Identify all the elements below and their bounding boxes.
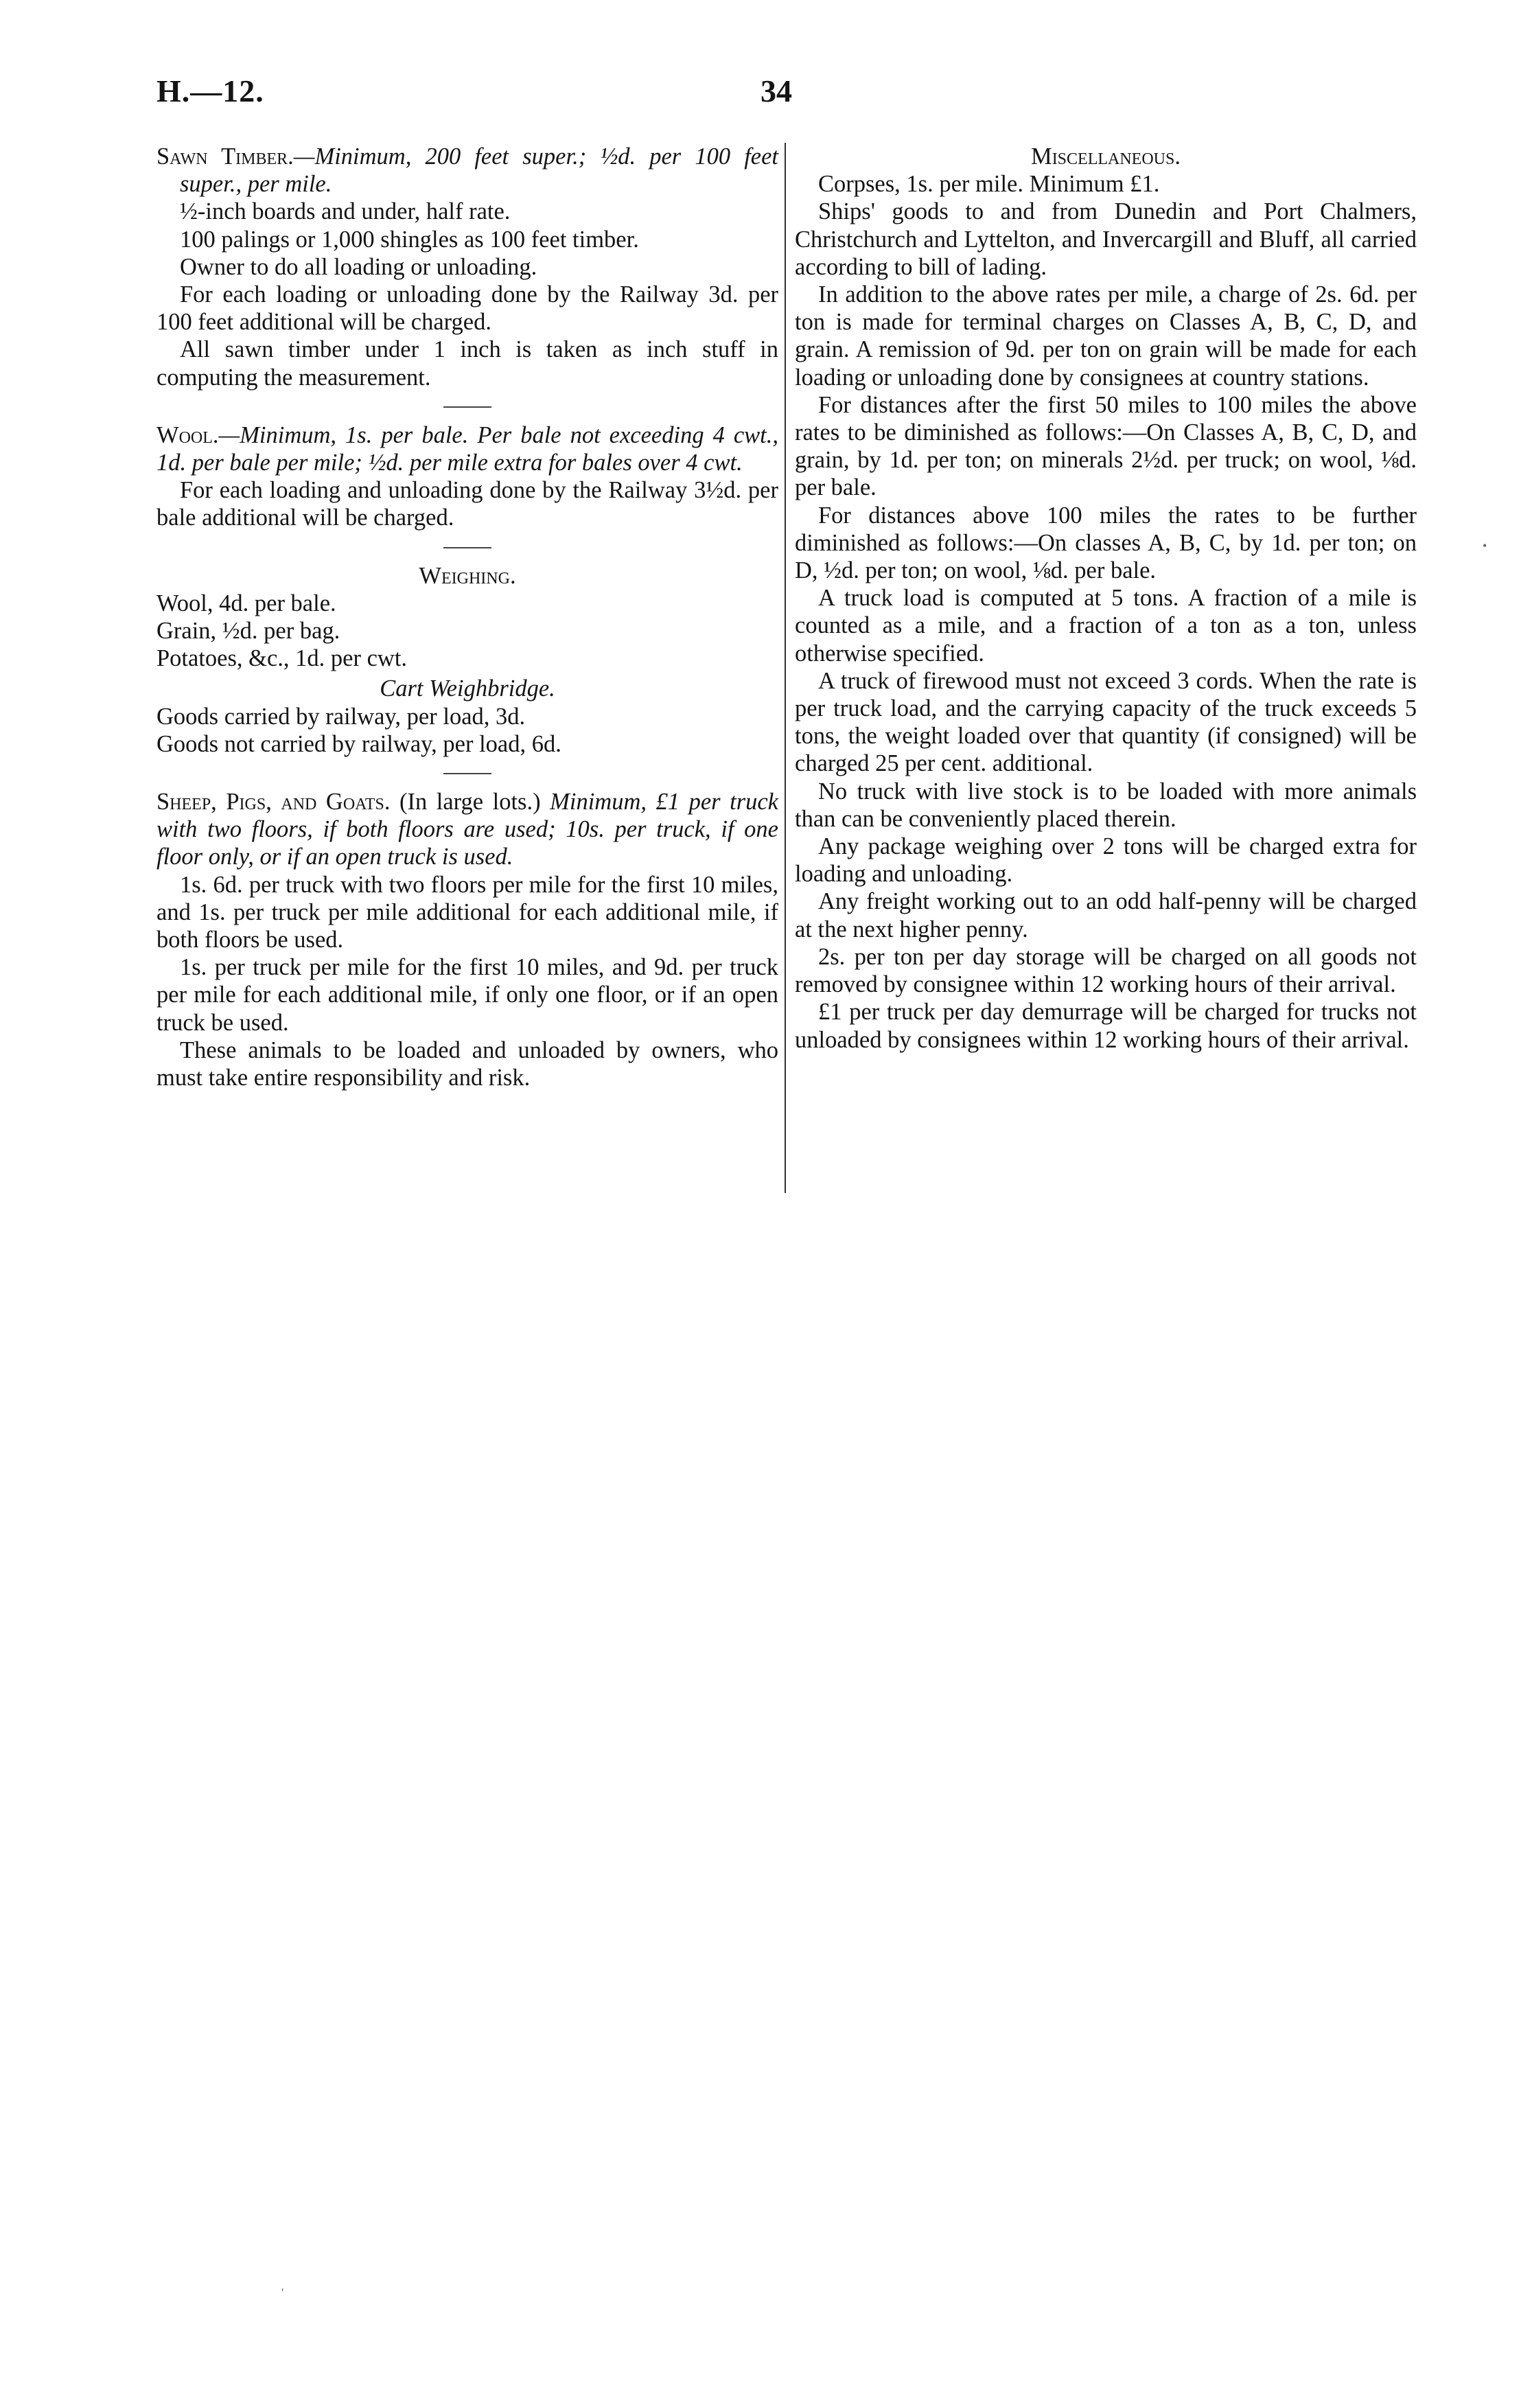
misc-paragraph: No truck with live stock is to be loaded with more animals than can be conveniently placed therein. — [795, 778, 1417, 832]
misc-paragraph: A truck load is computed at 5 tons. A fraction of a mile is counted as a mile, and a fraction of a ton as a ton, unless otherwise specified. — [795, 585, 1417, 667]
misc-paragraph: 2s. per ton per day storage will be charged on all goods not removed by consignee within 12 working hours of their arrival. — [795, 943, 1417, 998]
section-separator — [443, 547, 491, 548]
stray-mark: ' — [281, 2286, 284, 2300]
weighing-section — [156, 562, 778, 758]
cart-weighbridge-line: Goods not carried by railway, per load, 6d. — [156, 730, 561, 757]
weighing-line: Wool, 4d. per bale. — [156, 590, 336, 616]
misc-paragraph: Corpses, 1s. per mile. Minimum £1. — [818, 171, 1160, 198]
misc-paragraph: For distances above 100 miles the rates to be further diminished as follows:—On classes A, B, C, by 1d. per ton; on D, ½d. per ton; on wool, ⅛d. per bale. — [795, 502, 1417, 584]
sheep-line: 1s. 6d. per truck with two floors per mile for the first 10 miles, and 1s. per truck per mile additional for each additional mile, if both floors be used. — [156, 871, 778, 953]
sawn-timber-line: All sawn timber under 1 inch is taken as inch stuff in computing the measurement. — [156, 336, 778, 391]
misc-paragraph: A truck of firewood must not exceed 3 cords. When the rate is per truck load, and the carrying capacity of the truck exceeds 5 tons, the weight loaded over that quantity (if consigned) will be charged 25 per cent. additional. — [795, 667, 1417, 777]
misc-paragraph: In addition to the above rates per mile, a charge of 2s. 6d. per ton is made for terminal charges on Classes A, B, C, D, and grain. A remission of 9d. per ton on grain will be made for each loading or unloading done by consignees at country stations. — [795, 281, 1417, 391]
misc-paragraph: Any freight working out to an odd half-penny will be charged at the next higher penny. — [795, 888, 1417, 942]
cart-weighbridge-line: Goods carried by railway, per load, 3d. — [156, 703, 526, 730]
section-separator — [443, 406, 491, 408]
sawn-timber-line: ½-inch boards and under, half rate. — [180, 198, 511, 225]
wool-section — [156, 421, 778, 532]
sawn-timber-section — [156, 143, 778, 391]
sheep-line: 1s. per truck per mile for the first 10 miles, and 9d. per truck per mile for each additional mile, if only one floor, or if an open truck be used. — [156, 954, 778, 1036]
weighing-heading: Weighing. — [419, 562, 516, 589]
misc-paragraph: Ships' goods to and from Dunedin and Port Chalmers, Christchurch and Lyttelton, and Invercargill and Bluff, all carried according to bill of lading. — [795, 198, 1417, 280]
section-separator — [443, 773, 491, 774]
misc-paragraph: Any package weighing over 2 tons will be charged extra for loading and unloading. — [795, 833, 1417, 888]
weighing-line: Grain, ½d. per bag. — [156, 618, 340, 645]
sawn-timber-line: Owner to do all loading or unloading. — [180, 253, 537, 280]
misc-paragraph: £1 per truck per day demurrage will be charged for trucks not unloaded by consignees within 12 working hours of their arrival. — [795, 999, 1417, 1053]
document-reference: H.—12. — [156, 73, 264, 108]
sawn-timber-line: 100 palings or 1,000 shingles as 100 feet timber. — [180, 226, 639, 253]
wool-heading: Wool. — [156, 421, 219, 448]
sheep-note: (In large lots.) — [390, 789, 550, 815]
cart-weighbridge-heading: Cart Weighbridge. — [380, 675, 555, 702]
sawn-timber-heading: Sawn Timber. — [156, 143, 294, 170]
wool-line: For each loading and unloading done by the Railway 3½d. per bale additional will be charged. — [156, 477, 778, 531]
sheep-heading: Sheep, Pigs, and Goats. — [156, 789, 391, 815]
sheep-section — [156, 788, 778, 1091]
column-divider — [785, 143, 786, 1193]
stray-mark: • — [1483, 539, 1487, 553]
sawn-timber-line: For each loading or unloading done by the Railway 3d. per 100 feet additional will be charged. — [156, 281, 778, 336]
weighing-line: Potatoes, &c., 1d. per cwt. — [156, 645, 408, 672]
sheep-line: These animals to be loaded and unloaded by owners, who must take entire responsibility and risk. — [156, 1037, 778, 1091]
right-column — [795, 143, 1417, 1054]
misc-paragraph: For distances after the first 50 miles to 100 miles the above rates to be diminished as follows:—On Classes A, B, C, D, and grain, by 1d. per ton; on minerals 2½d. per truck; on wool, ⅛d. per bale. — [795, 391, 1417, 501]
wool-rate: —Minimum, 1s. per bale. Per bale not exceeding 4 cwt., 1d. per bale per mile; ½d. per mile extra for bales over 4 cwt. — [156, 421, 778, 476]
sawn-timber-rate: —Minimum, 200 feet super.; ½d. per 100 feet super., per mile. — [180, 143, 778, 198]
sheep-rate: Minimum, £1 per truck with two floors, if both floors are used; 10s. per truck, if one floor only, or if an open truck is used. — [156, 789, 778, 870]
page-header — [156, 73, 1426, 128]
miscellaneous-heading: Miscellaneous. — [1031, 143, 1181, 170]
page-number: 34 — [761, 73, 792, 108]
left-column — [156, 143, 778, 1091]
